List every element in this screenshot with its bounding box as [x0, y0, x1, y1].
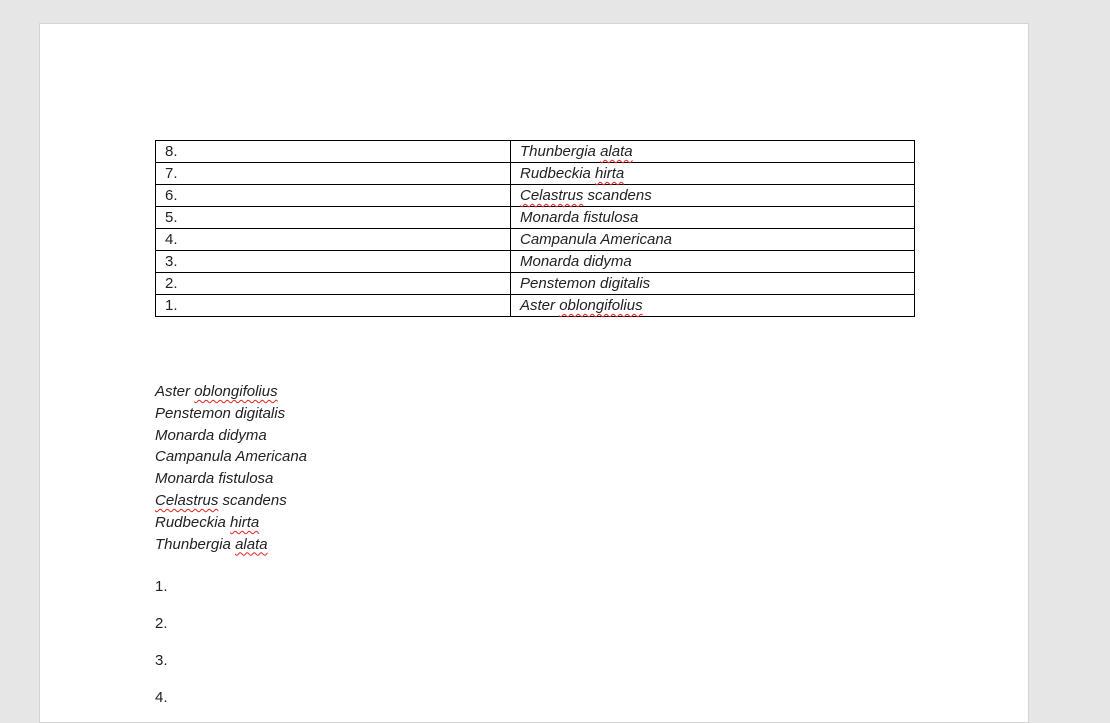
- list-item[interactable]: [155, 512, 307, 534]
- table-row: [156, 141, 915, 163]
- table-cell-number[interactable]: 3.: [156, 251, 511, 273]
- numbered-list-item[interactable]: 2.: [155, 615, 168, 632]
- numbered-list-item[interactable]: 1.: [155, 578, 168, 595]
- table-row: [156, 207, 915, 229]
- misspelled-word[interactable]: oblongifolius: [194, 383, 278, 400]
- table-cell-number[interactable]: 8.: [156, 141, 511, 163]
- numbered-list: [155, 568, 168, 716]
- table-row: [156, 185, 915, 207]
- list-item[interactable]: [155, 490, 307, 512]
- text-run: Campanula Americana: [520, 231, 673, 248]
- table-cell-plant-name[interactable]: [511, 229, 915, 251]
- plant-name-list: [155, 381, 307, 555]
- list-item[interactable]: [155, 403, 307, 425]
- numbered-list-item[interactable]: 3.: [155, 652, 168, 669]
- text-run: Aster: [155, 383, 195, 400]
- numbered-list-item[interactable]: 4.: [155, 689, 168, 706]
- misspelled-word[interactable]: hirta: [230, 513, 260, 531]
- misspelled-word[interactable]: Celastrus: [520, 187, 584, 204]
- plant-table[interactable]: [155, 140, 915, 317]
- table-cell-number[interactable]: 4.: [156, 229, 511, 251]
- misspelled-word[interactable]: hirta: [595, 165, 625, 182]
- document-page[interactable]: [39, 23, 1029, 723]
- table-cell-plant-name[interactable]: [511, 185, 915, 207]
- table-cell-plant-name[interactable]: [511, 295, 915, 317]
- table-row: [156, 163, 915, 185]
- text-run: Thunbergia: [155, 535, 236, 553]
- text-run: Thunbergia: [520, 143, 601, 160]
- list-item[interactable]: [155, 534, 307, 556]
- table-cell-plant-name[interactable]: [511, 141, 915, 163]
- misspelled-word[interactable]: alata: [235, 535, 268, 553]
- list-item[interactable]: [155, 468, 307, 490]
- table-cell-number[interactable]: 6.: [156, 185, 511, 207]
- table-cell-number[interactable]: 1.: [156, 295, 511, 317]
- text-run: scandens: [583, 187, 652, 204]
- text-run: Penstemon digitalis: [155, 404, 286, 422]
- text-run: Monarda fistulosa: [155, 470, 274, 488]
- table-cell-number[interactable]: 2.: [156, 273, 511, 295]
- misspelled-word[interactable]: oblongifolius: [559, 297, 643, 314]
- table-cell-plant-name[interactable]: [511, 273, 915, 295]
- text-run: Monarda didyma: [155, 426, 267, 444]
- list-item[interactable]: [155, 425, 307, 447]
- table-row: [156, 295, 915, 317]
- list-item[interactable]: [155, 446, 307, 468]
- list-item[interactable]: [155, 381, 307, 403]
- misspelled-word[interactable]: Celastrus: [155, 491, 219, 509]
- table-cell-number[interactable]: 5.: [156, 207, 511, 229]
- table-row: [156, 273, 915, 295]
- plant-table-body: [156, 141, 915, 317]
- text-run: Monarda didyma: [520, 253, 632, 270]
- table-cell-number[interactable]: 7.: [156, 163, 511, 185]
- text-run: scandens: [218, 491, 287, 509]
- text-run: Rudbeckia: [155, 513, 231, 531]
- table-cell-plant-name[interactable]: [511, 251, 915, 273]
- text-run: Monarda fistulosa: [520, 209, 639, 226]
- table-cell-plant-name[interactable]: [511, 207, 915, 229]
- table-cell-plant-name[interactable]: [511, 163, 915, 185]
- misspelled-word[interactable]: alata: [600, 143, 633, 160]
- text-run: Campanula Americana: [155, 448, 308, 466]
- text-run: Rudbeckia: [520, 165, 596, 182]
- table-row: [156, 229, 915, 251]
- table-row: [156, 251, 915, 273]
- text-run: Aster: [520, 297, 560, 314]
- text-run: Penstemon digitalis: [520, 275, 651, 292]
